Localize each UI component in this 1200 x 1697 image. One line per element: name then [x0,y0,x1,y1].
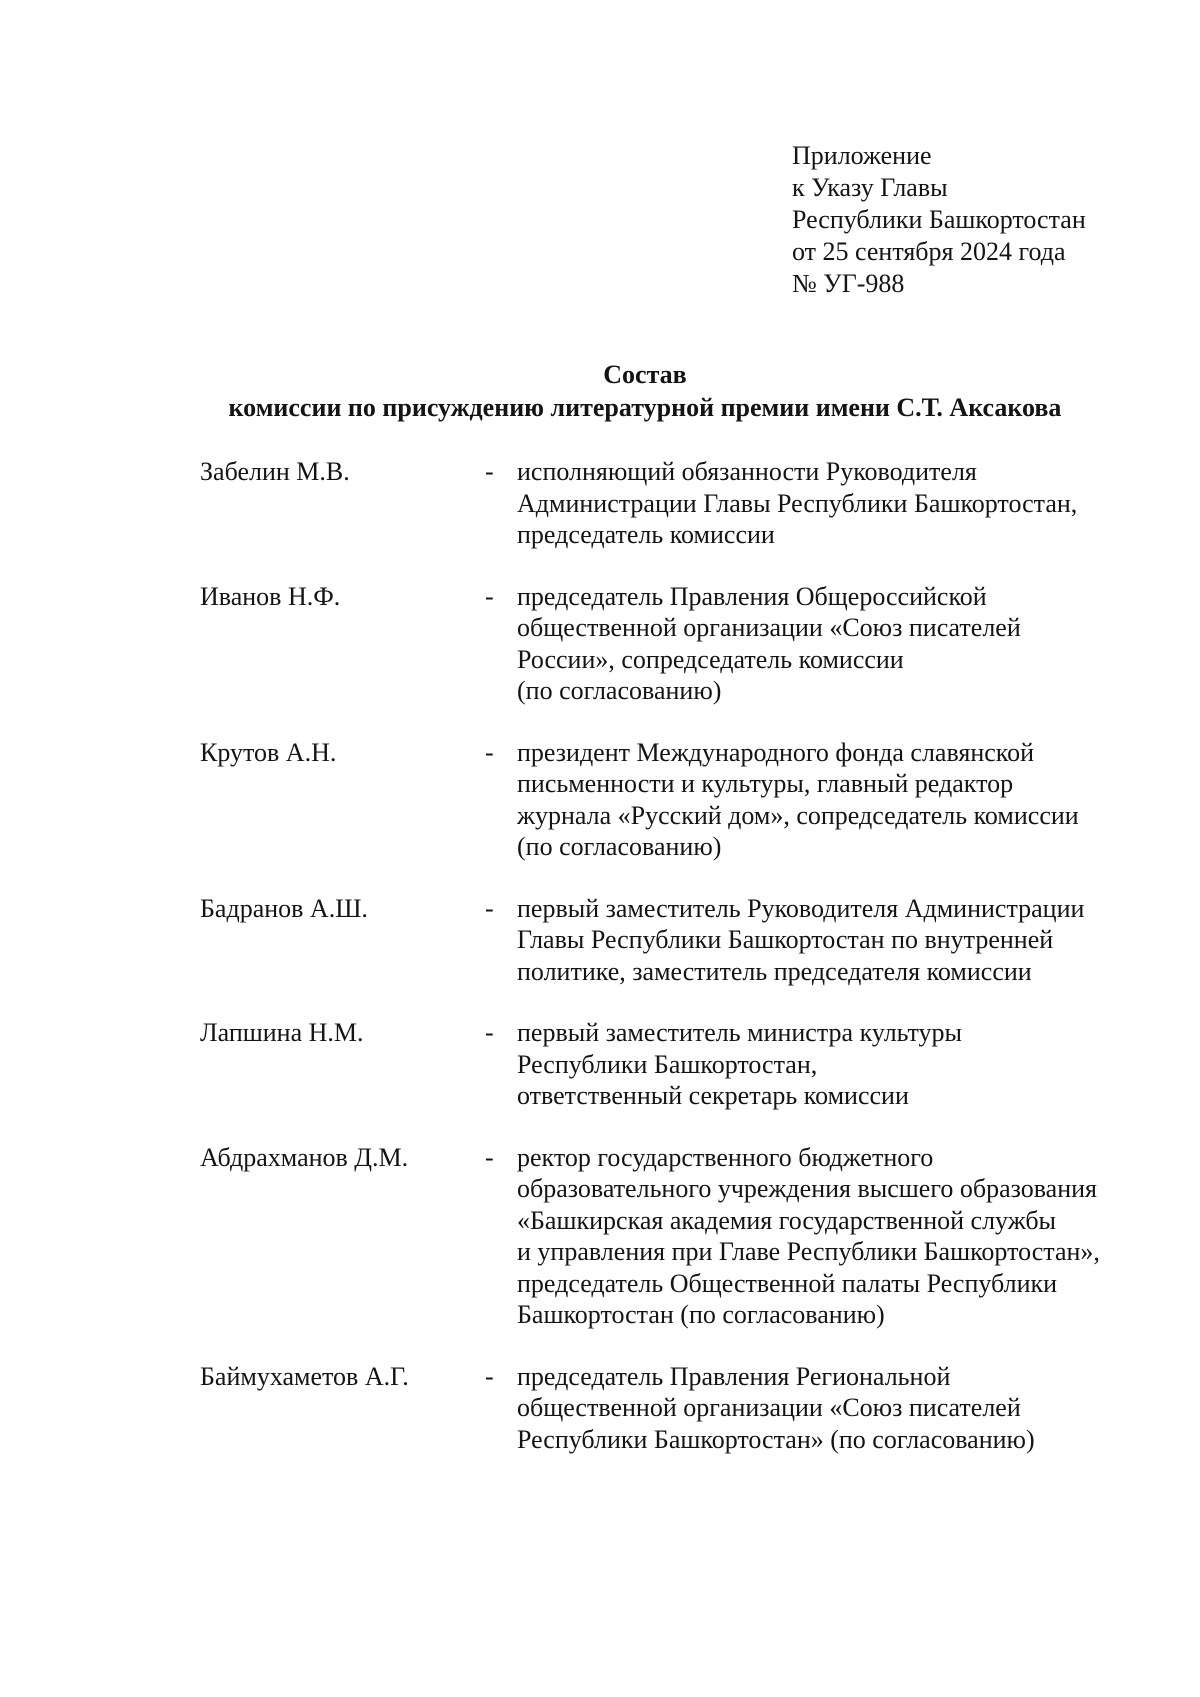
appendix-line: Приложение [792,141,932,170]
member-dash: - [485,1361,494,1391]
title-line-1: Состав [603,360,687,389]
member-dash: - [485,737,494,767]
member-row [200,893,1160,988]
member-name: Иванов Н.Ф. [200,581,341,611]
member-row [200,581,1160,707]
appendix-header [792,140,1086,300]
member-name: Абдрахманов Д.М. [200,1142,409,1172]
member-name: Забелин М.В. [200,457,350,486]
appendix-line: Республики Башкортостан [792,205,1086,234]
member-role: президент Международного фонда славянской письменности и культуры, главный редактор журнала «Русский дом», сопредседатель комиссии (по согласованию) [517,737,1079,861]
member-name: Бадранов А.Ш. [200,893,368,923]
appendix-line: к Указу Главы [792,173,948,202]
member-role: первый заместитель Руководителя Администрации Главы Республики Башкортостан по внутренней политике, заместитель председателя комиссии [517,893,1085,986]
member-dash: - [485,581,494,611]
member-row [200,1017,1160,1112]
member-role: первый заместитель министра культуры Республики Башкортостан, ответственный секретарь комиссии [517,1018,963,1110]
member-row [200,1361,1160,1456]
members-list [200,456,1160,1485]
title-line-2: комиссии по присуждению литературной премии имени С.Т. Аксакова [228,393,1062,422]
member-dash: - [485,1018,494,1047]
member-row [200,737,1160,863]
member-row [200,1142,1160,1331]
member-row [200,456,1160,551]
member-role: исполняющий обязанности Руководителя Администрации Главы Республики Башкортостан, председатель комиссии [517,457,1078,549]
appendix-line: № УГ-988 [792,269,905,298]
member-dash: - [485,457,494,486]
member-dash: - [485,1142,494,1172]
document-title [0,358,1200,424]
member-name: Баймухаметов А.Г. [200,1361,409,1391]
member-name: Крутов А.Н. [200,737,337,767]
member-name: Лапшина Н.М. [200,1018,364,1047]
member-role: председатель Правления Общероссийской общественной организации «Союз писателей России», сопредседатель комиссии (по согласованию) [517,581,1021,705]
member-role: ректор государственного бюджетного образовательного учреждения высшего образования «Башкирская академия государственной службы и управления при Главе Республики Башкортостан», председатель Общественной палаты Республики Башкортостан (по согласованию) [517,1142,1100,1329]
member-role: председатель Правления Региональной общественной организации «Союз писателей Республики Башкортостан» (по согласованию) [517,1361,1035,1454]
member-dash: - [485,893,494,923]
appendix-line: от 25 сентября 2024 года [792,237,1066,266]
